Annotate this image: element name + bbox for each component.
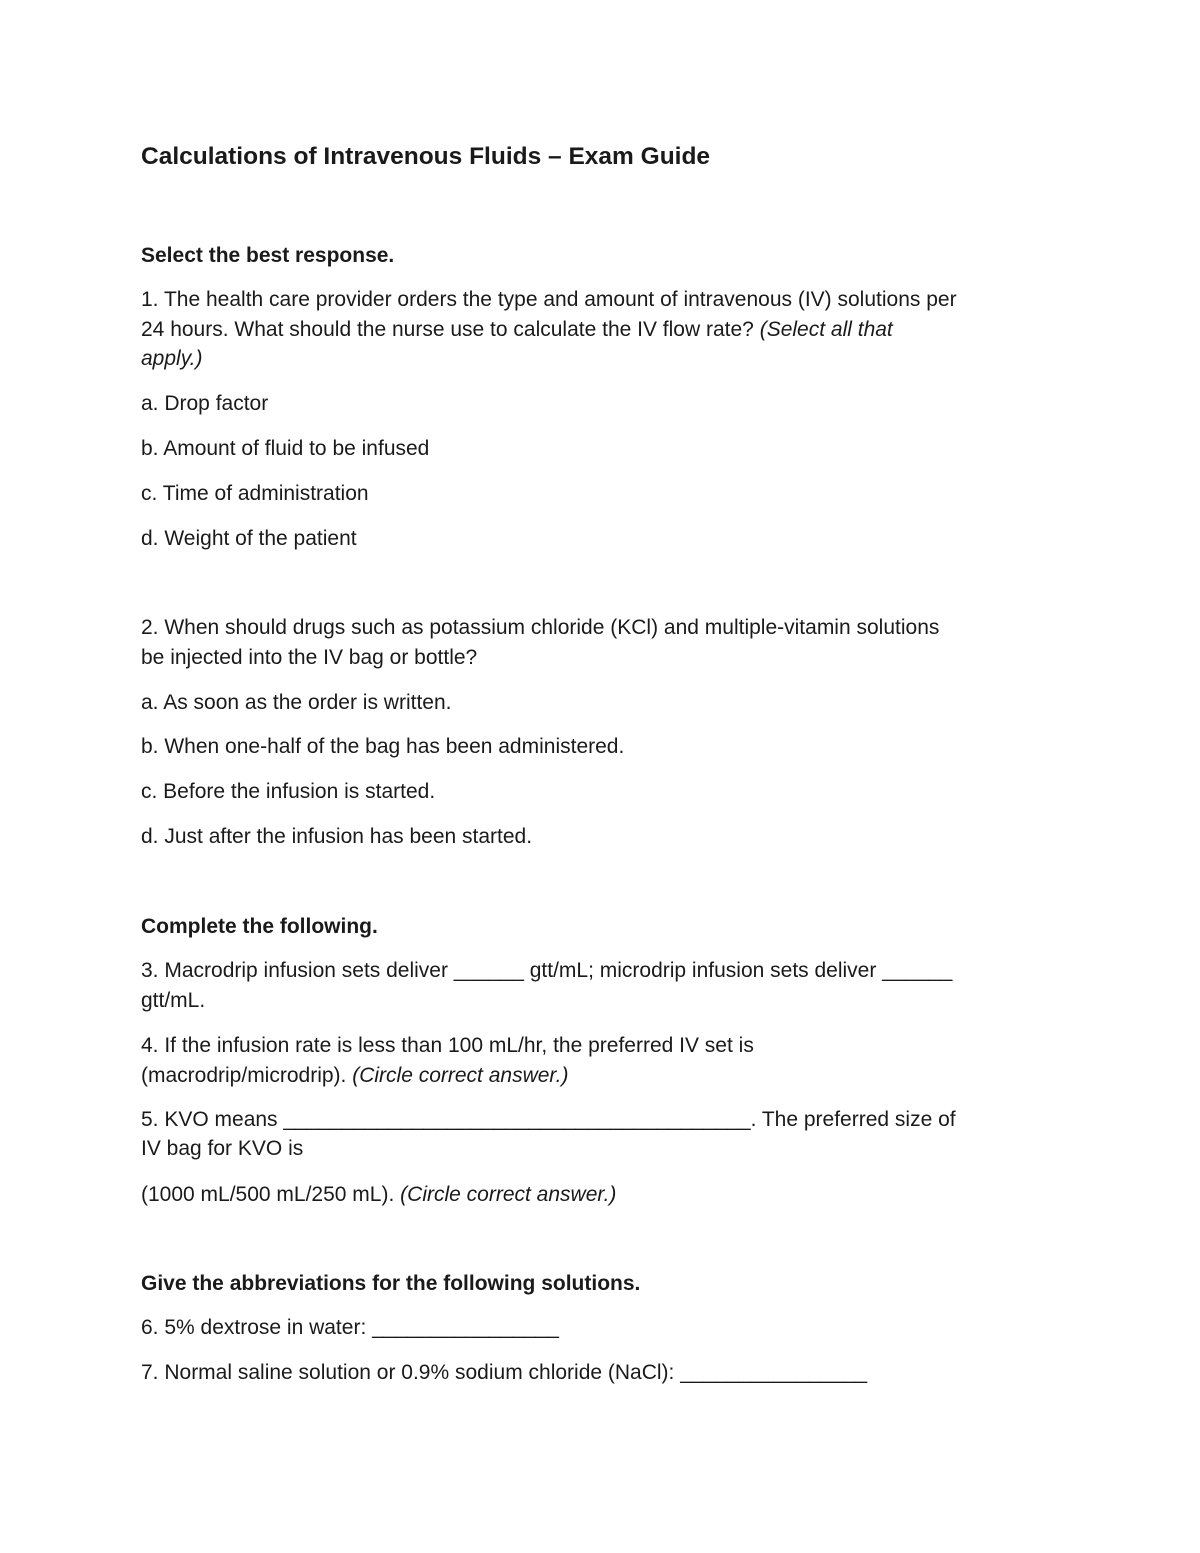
section-heading-complete: Complete the following. bbox=[141, 915, 378, 938]
question-1-instruction: (Select all that bbox=[759, 318, 893, 341]
question-4-line-2 bbox=[141, 1061, 568, 1091]
question-3-line-2: gtt/mL. bbox=[141, 989, 206, 1012]
question-2-line-1: 2. When should drugs such as potassium chloride (KCl) and multiple-vitamin solutions bbox=[141, 616, 940, 639]
question-2-option-c: c. Before the infusion is started. bbox=[141, 780, 436, 803]
question-1-option-a: a. Drop factor bbox=[141, 392, 269, 415]
question-1-line-1: 1. The health care provider orders the type and amount of intravenous (IV) solutions per bbox=[141, 288, 957, 311]
question-7: 7. Normal saline solution or 0.9% sodium chloride (NaCl): ________________ bbox=[141, 1361, 868, 1384]
question-2-option-a: a. As soon as the order is written. bbox=[141, 691, 452, 714]
question-5-instruction: (Circle correct answer.) bbox=[400, 1183, 617, 1206]
document-title: Calculations of Intravenous Fluids – Exam Guide bbox=[141, 143, 711, 170]
question-2-option-b: b. When one-half of the bag has been administered. bbox=[141, 735, 625, 758]
question-1-option-c: c. Time of administration bbox=[141, 482, 369, 505]
question-3-line-1: 3. Macrodrip infusion sets deliver ______ gtt/mL; microdrip infusion sets deliver ______ bbox=[141, 959, 953, 982]
question-5-choices: (1000 mL/500 mL/250 mL). bbox=[141, 1183, 395, 1206]
question-1-line-2 bbox=[141, 315, 893, 345]
question-6: 6. 5% dextrose in water: ________________ bbox=[141, 1316, 559, 1339]
question-5-line-1: 5. KVO means ________________________________________. The preferred size of bbox=[141, 1108, 956, 1131]
question-2-line-2: be injected into the IV bag or bottle? bbox=[141, 646, 478, 669]
question-1-option-b: b. Amount of fluid to be infused bbox=[141, 437, 430, 460]
question-5-line-2: IV bag for KVO is bbox=[141, 1137, 304, 1160]
question-2-option-d: d. Just after the infusion has been started. bbox=[141, 825, 533, 848]
question-1-option-d: d. Weight of the patient bbox=[141, 527, 357, 550]
question-5-line-3 bbox=[141, 1180, 616, 1210]
question-4-choices: (macrodrip/microdrip). bbox=[141, 1064, 347, 1087]
question-4-line-1: 4. If the infusion rate is less than 100 mL/hr, the preferred IV set is bbox=[141, 1034, 754, 1057]
question-1-line-3: apply.) bbox=[141, 347, 203, 370]
section-heading-abbreviations: Give the abbreviations for the following solutions. bbox=[141, 1272, 641, 1295]
question-4-instruction: (Circle correct answer.) bbox=[352, 1064, 569, 1087]
question-1-line-2-text: 24 hours. What should the nurse use to calculate the IV flow rate? bbox=[141, 318, 754, 341]
section-heading-select: Select the best response. bbox=[141, 244, 395, 267]
